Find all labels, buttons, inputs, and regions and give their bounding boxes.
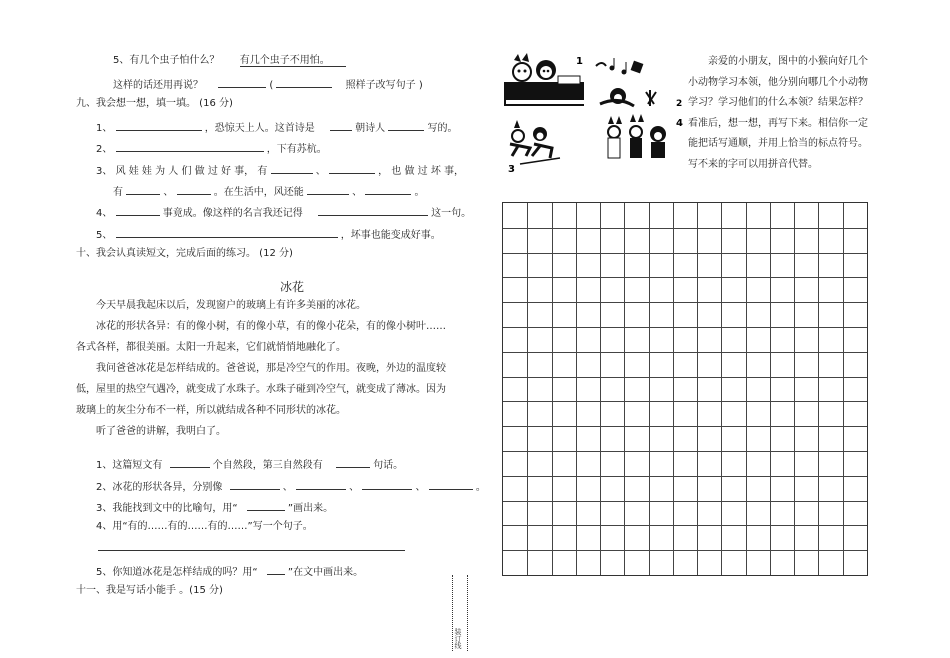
panel-4-illustration bbox=[608, 114, 666, 158]
item-text: 风 娃 娃 为 人 们 做 过 好 事， 有 bbox=[115, 166, 268, 177]
question-text: ”画出来。 bbox=[287, 503, 334, 514]
q5-line1 bbox=[113, 54, 346, 68]
passage-paragraph: 听了爸爸的讲解，我明白了。 bbox=[96, 426, 226, 437]
answer-blank[interactable] bbox=[116, 140, 264, 152]
q5-line2-prompt: 这样的话还用再说？ bbox=[113, 80, 203, 91]
grid-row-line bbox=[503, 377, 867, 378]
item-text: 。在生活中，风还能 bbox=[213, 187, 304, 198]
separator: 、 bbox=[163, 187, 174, 198]
question-text: 2、冰花的形状各异，分别像 bbox=[96, 482, 223, 493]
item-text: 事竟成。像这样的名言我还记得 bbox=[162, 208, 303, 219]
passage-paragraph-cont: 低，屋里的热空气遇冷，就变成了水珠子。水珠子碰到冷空气，就变成了薄冰。因为 bbox=[76, 384, 446, 395]
answer-blank[interactable] bbox=[318, 204, 428, 216]
prompt-line: 写不来的字可以用拼音代替。 bbox=[688, 158, 818, 170]
answer-blank[interactable] bbox=[388, 119, 424, 131]
grid-row-line bbox=[503, 550, 867, 551]
answer-blank[interactable] bbox=[218, 76, 266, 88]
grid-row-line bbox=[503, 501, 867, 502]
item-number: 1、 bbox=[96, 123, 113, 134]
item-text: 有 bbox=[113, 187, 123, 198]
answer-blank[interactable] bbox=[177, 183, 211, 195]
reading-q1 bbox=[96, 456, 403, 473]
answer-blank[interactable] bbox=[116, 119, 202, 131]
separator: 、 bbox=[352, 187, 363, 198]
answer-blank[interactable] bbox=[276, 76, 332, 88]
panel-number: 1 bbox=[576, 56, 583, 67]
answer-blank[interactable] bbox=[247, 499, 285, 511]
panel-2-illustration bbox=[596, 58, 656, 106]
animal-picture-illustration bbox=[500, 52, 685, 174]
grid-column-line bbox=[794, 203, 795, 575]
grid-row-line bbox=[503, 426, 867, 427]
item-text: 朝诗人 bbox=[355, 123, 386, 134]
grid-column-line bbox=[624, 203, 625, 575]
s9-item-1 bbox=[96, 119, 458, 136]
question-text: ”在文中画出来。 bbox=[287, 567, 364, 578]
writing-grid[interactable] bbox=[502, 202, 868, 576]
prompt-line: 能把话写通顺，并用上恰当的标点符号。 bbox=[688, 138, 868, 149]
s9-item-4 bbox=[96, 204, 471, 221]
answer-blank[interactable] bbox=[330, 119, 352, 131]
grid-row-line bbox=[503, 228, 867, 229]
grid-row-line bbox=[503, 302, 867, 303]
grid-row-line bbox=[503, 352, 867, 353]
item-number: 4、 bbox=[96, 208, 113, 219]
item-text: ，恐惊天上人。这首诗是 bbox=[204, 123, 315, 134]
passage-paragraph: 今天早晨我起床以后，发现窗户的玻璃上有许多美丽的冰花。 bbox=[96, 300, 366, 311]
question-text: 1、这篇短文有 bbox=[96, 460, 163, 471]
separator: 、 bbox=[415, 482, 426, 493]
panel-3-illustration bbox=[510, 120, 560, 164]
answer-blank[interactable] bbox=[170, 456, 210, 468]
panel-number: 2 bbox=[676, 99, 683, 109]
answer-blank[interactable] bbox=[329, 162, 375, 174]
answer-blank[interactable] bbox=[296, 478, 346, 490]
answer-blank[interactable] bbox=[271, 162, 313, 174]
grid-column-line bbox=[552, 203, 553, 575]
answer-blank[interactable] bbox=[267, 563, 285, 575]
item-number: 2、 bbox=[96, 144, 113, 155]
answer-blank[interactable] bbox=[116, 226, 338, 238]
grid-row-line bbox=[503, 525, 867, 526]
item-text: 写的。 bbox=[427, 123, 458, 134]
grid-column-line bbox=[527, 203, 528, 575]
question-text: 句话。 bbox=[373, 460, 404, 471]
answer-blank[interactable] bbox=[365, 183, 411, 195]
grid-column-line bbox=[649, 203, 650, 575]
item-number: 3、 bbox=[96, 166, 113, 177]
s9-item-3 bbox=[96, 162, 464, 179]
answer-line[interactable] bbox=[98, 550, 405, 551]
separator: 、 bbox=[315, 166, 326, 177]
reading-q5 bbox=[96, 563, 363, 580]
reading-q2 bbox=[96, 478, 486, 495]
prompt-line: 小动物学习本领，他分别向哪几个小动物 bbox=[688, 76, 868, 88]
answer-blank[interactable] bbox=[307, 183, 349, 195]
panel-number: 3 bbox=[508, 164, 515, 174]
item-text: 这一句。 bbox=[431, 208, 472, 219]
separator: 。 bbox=[475, 482, 486, 493]
separator: 、 bbox=[282, 482, 293, 493]
section-9-heading: 九、我会想一想，填一填。 (16 分) bbox=[76, 98, 233, 109]
panel-number: 4 bbox=[676, 118, 683, 129]
s9-item-3-cont bbox=[113, 183, 425, 200]
separator: 。 bbox=[414, 187, 425, 198]
q5-line2 bbox=[113, 76, 423, 93]
prompt-line: 学习？学习他们的什么本领？结果怎样？ bbox=[688, 97, 868, 108]
grid-row-line bbox=[503, 327, 867, 328]
passage-paragraph-cont: 玻璃上的灰尘分布不一样，所以就结成各种不同形状的冰花。 bbox=[76, 405, 346, 416]
item-text: ， 也 做 过 坏 事， bbox=[378, 166, 465, 177]
grid-column-line bbox=[770, 203, 771, 575]
prompt-line: 看准后，想一想，再写下来。相信你一定 bbox=[688, 117, 868, 129]
grid-row-line bbox=[503, 277, 867, 278]
answer-blank[interactable] bbox=[362, 478, 412, 490]
s9-item-2 bbox=[96, 140, 327, 157]
paren-open: ( bbox=[269, 80, 277, 91]
answer-blank[interactable] bbox=[230, 478, 280, 490]
grid-column-line bbox=[576, 203, 577, 575]
passage-paragraph: 冰花的形状各异：有的像小树，有的像小草，有的像小花朵，有的像小树叶…… bbox=[96, 321, 446, 332]
grid-column-line bbox=[843, 203, 844, 575]
answer-blank[interactable] bbox=[429, 478, 473, 490]
grid-column-line bbox=[721, 203, 722, 575]
section-11-heading: 十一、我是写话小能手 。(15 分) bbox=[76, 585, 223, 596]
grid-row-line bbox=[503, 401, 867, 402]
item-text: ，下有苏杭。 bbox=[266, 144, 327, 155]
binding-label: 装订线 bbox=[454, 628, 462, 649]
grid-row-line bbox=[503, 253, 867, 254]
writing-prompt bbox=[688, 52, 868, 175]
answer-blank[interactable] bbox=[116, 204, 160, 216]
question-text: 个自然段，第三自然段有 bbox=[212, 460, 323, 471]
grid-column-line bbox=[697, 203, 698, 575]
passage-paragraph: 我问爸爸冰花是怎样结成的。爸爸说，那是冷空气的作用。夜晚，外边的温度较 bbox=[96, 363, 446, 374]
instruction-text: 照样子改写句子 ) bbox=[345, 80, 423, 91]
grid-column-line bbox=[818, 203, 819, 575]
grid-column-line bbox=[746, 203, 747, 575]
section-10-heading: 十、我会认真读短文，完成后面的练习。 (12 分) bbox=[76, 248, 293, 259]
answer-blank[interactable] bbox=[336, 456, 370, 468]
q5-example: 有几个虫子不用怕。 bbox=[240, 55, 346, 67]
item-text: ，坏事也能变成好事。 bbox=[340, 230, 441, 241]
separator: 、 bbox=[349, 482, 360, 493]
passage-paragraph-cont: 各式各样，都很美丽。太阳一升起来，它们就悄悄地融化了。 bbox=[76, 342, 346, 353]
s9-item-5 bbox=[96, 226, 441, 243]
question-text: 5、你知道冰花是怎样结成的吗？用“ bbox=[96, 567, 258, 578]
prompt-line: 亲爱的小朋友，图中的小猴向好几个 bbox=[708, 56, 868, 67]
reading-q3 bbox=[96, 499, 333, 516]
grid-row-line bbox=[503, 476, 867, 477]
item-number: 5、 bbox=[96, 230, 113, 241]
panel-1-illustration bbox=[504, 53, 584, 106]
question-text: 3、我能找到文中的比喻句，用“ bbox=[96, 503, 238, 514]
passage-title: 冰花 bbox=[280, 280, 305, 294]
answer-blank[interactable] bbox=[126, 183, 160, 195]
reading-q4: 4、用“有的……有的……有的……”写一个句子。 bbox=[96, 521, 313, 532]
grid-column-line bbox=[673, 203, 674, 575]
grid-row-line bbox=[503, 451, 867, 452]
q5-label: 5、有几个虫子怕什么？ bbox=[113, 55, 220, 66]
grid-column-line bbox=[600, 203, 601, 575]
